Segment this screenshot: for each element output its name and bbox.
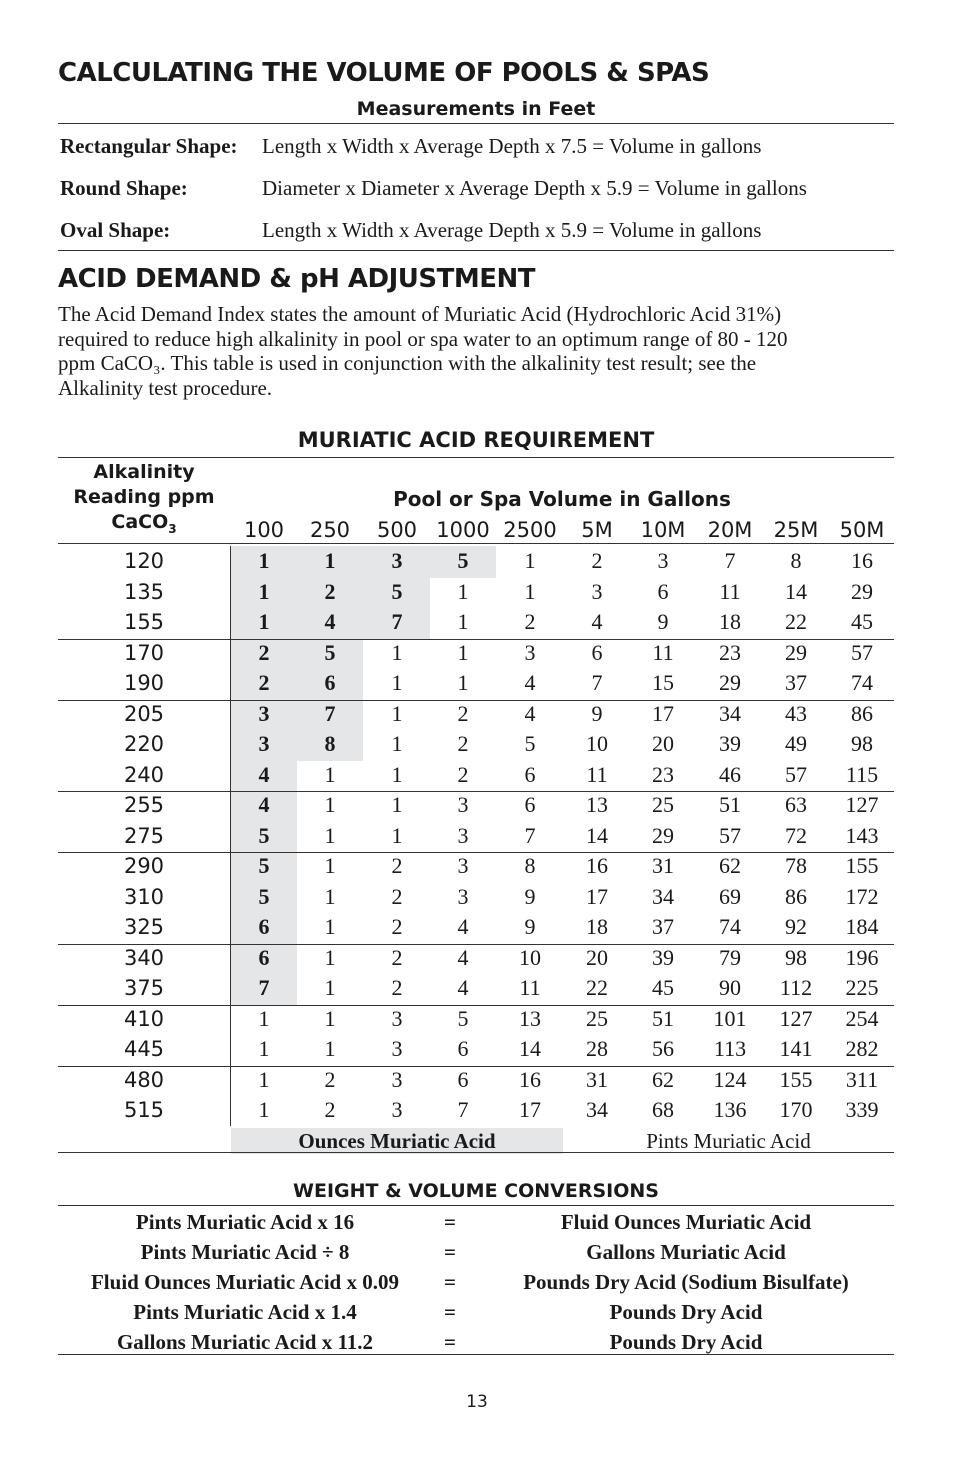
table-cell: 170 <box>779 1097 813 1122</box>
table-cell: 4 <box>457 914 469 939</box>
table-cell: 13 <box>586 792 608 817</box>
table-cell: 34 <box>652 883 674 909</box>
table-cell: 63 <box>785 792 807 817</box>
table-cell: 11 <box>719 578 741 604</box>
divider <box>58 1354 894 1355</box>
alkalinity-value: 410 <box>123 1006 165 1031</box>
table-cell: 4 <box>457 975 469 1000</box>
table-cell: 1 <box>324 1005 336 1031</box>
table-cell: 2 <box>457 731 469 756</box>
conversion-left: Pints Muriatic Acid x 16 <box>135 1210 355 1234</box>
acid-paragraph-line: required to reduce high alkalinity in pool or spa water to an optimum range of 80 - 120 <box>58 326 788 351</box>
page-number: 13 <box>466 1392 488 1412</box>
table-cell: 5 <box>258 822 270 848</box>
table-cell: 311 <box>845 1066 879 1092</box>
table-cell: 43 <box>785 700 807 726</box>
table-cell: 225 <box>845 975 879 1000</box>
acid-paragraph-line: Alkalinity test procedure. <box>58 375 273 400</box>
table-cell: 20 <box>586 944 608 970</box>
column-header: 20M <box>707 518 753 542</box>
row-header-line: Alkalinity <box>93 461 195 483</box>
conversion-left: Pints Muriatic Acid x 1.4 <box>133 1300 357 1324</box>
acid-paragraph-line: The Acid Demand Index states the amount of Muriatic Acid (Hydrochloric Acid 31%) <box>58 302 782 326</box>
table-cell: 7 <box>391 609 403 634</box>
table-cell: 11 <box>519 975 541 1000</box>
shape-formula-rectangular: Length x Width x Average Depth x 7.5 = Volume in gallons <box>262 134 762 158</box>
table-cell: 29 <box>785 639 807 665</box>
table-cell: 113 <box>713 1036 747 1061</box>
column-header: 250 <box>309 518 351 542</box>
column-divider <box>230 546 231 1126</box>
table-cell: 28 <box>586 1036 608 1061</box>
table-cell: 6 <box>258 914 270 939</box>
table-cell: 2 <box>391 883 403 909</box>
table-cell: 1 <box>457 609 469 634</box>
table-cell: 3 <box>391 1097 403 1122</box>
table-cell: 62 <box>652 1066 674 1092</box>
table-cell: 11 <box>586 761 608 787</box>
table-cell: 254 <box>845 1005 879 1031</box>
table-cell: 7 <box>258 975 270 1000</box>
table-cell: 1 <box>391 700 403 726</box>
table-cell: 1 <box>391 731 403 756</box>
divider <box>58 1205 894 1206</box>
conversion-right: Pounds Dry Acid <box>609 1330 763 1354</box>
table-cell: 1 <box>391 670 403 695</box>
table-cell: 2 <box>391 914 403 939</box>
table-cell: 14 <box>519 1036 541 1061</box>
alkalinity-value: 340 <box>123 945 165 970</box>
table-cell: 45 <box>851 609 873 634</box>
table-cell: 51 <box>652 1005 674 1031</box>
table-cell: 9 <box>524 883 536 909</box>
table-cell: 3 <box>391 1005 403 1031</box>
table-cell: 1 <box>391 761 403 787</box>
alkalinity-value: 240 <box>123 762 165 787</box>
table-cell: 1 <box>524 578 536 604</box>
table-cell: 2 <box>457 761 469 787</box>
table-cell: 4 <box>591 609 603 634</box>
table-cell: 4 <box>524 670 536 695</box>
conversion-equals: = <box>444 1330 456 1354</box>
row-header-subscript: 3 <box>168 521 177 536</box>
alkalinity-value: 190 <box>123 671 165 695</box>
table-cell: 1 <box>524 548 536 573</box>
table-cell: 34 <box>586 1097 608 1122</box>
pints-footer-label: Pints Muriatic Acid <box>646 1129 811 1153</box>
table-cell: 11 <box>652 639 674 665</box>
table-cell: 79 <box>719 944 741 970</box>
table-cell: 25 <box>652 792 674 817</box>
table-cell: 2 <box>258 639 270 665</box>
table-cell: 1 <box>324 822 336 848</box>
table-cell: 2 <box>324 1066 336 1092</box>
table-cell: 282 <box>845 1036 879 1061</box>
table-cell: 74 <box>719 914 741 939</box>
table-cell: 29 <box>652 822 674 848</box>
table-cell: 8 <box>524 853 536 878</box>
table-cell: 2 <box>258 670 270 695</box>
acid-paragraph-line: ppm CaCO₃. This table is used in conjunction with the alkalinity test result; see the <box>58 351 757 375</box>
divider <box>58 250 894 251</box>
table-cell: 3 <box>657 548 669 573</box>
table-cell: 16 <box>519 1066 541 1092</box>
table-cell: 72 <box>785 822 807 848</box>
alkalinity-value: 135 <box>123 579 165 604</box>
table-cell: 2 <box>391 944 403 970</box>
table-cell: 101 <box>713 1005 747 1031</box>
table-cell: 16 <box>586 853 608 878</box>
table-cell: 22 <box>785 609 807 634</box>
table-cell: 155 <box>845 853 879 878</box>
table-cell: 39 <box>652 944 674 970</box>
conversion-right: Gallons Muriatic Acid <box>586 1240 786 1264</box>
table-cell: 1 <box>324 914 336 939</box>
table-cell: 23 <box>719 639 741 665</box>
table-cell: 6 <box>524 761 536 787</box>
table-cell: 57 <box>785 761 807 787</box>
shape-label-rectangular: Rectangular Shape: <box>60 134 238 158</box>
table-cell: 3 <box>457 792 469 817</box>
shape-formula-oval: Length x Width x Average Depth x 5.9 = Volume in gallons <box>262 218 762 242</box>
table-cell: 23 <box>652 761 674 787</box>
table-cell: 196 <box>845 944 879 970</box>
table-cell: 1 <box>324 761 336 787</box>
table-cell: 3 <box>391 548 403 573</box>
table-cell: 17 <box>519 1097 541 1122</box>
column-header: 10M <box>640 518 686 542</box>
table-cell: 6 <box>657 578 669 604</box>
table-cell: 1 <box>258 578 270 604</box>
divider <box>58 457 894 458</box>
table-cell: 115 <box>845 761 879 787</box>
table-cell: 31 <box>652 853 674 878</box>
alkalinity-value: 515 <box>123 1098 165 1122</box>
column-header: 1000 <box>436 518 490 542</box>
table-cell: 3 <box>391 1036 403 1061</box>
table-cell: 5 <box>391 578 403 604</box>
table-cell: 6 <box>324 670 336 695</box>
alkalinity-value: 375 <box>123 976 165 1000</box>
table-cell: 136 <box>713 1097 747 1122</box>
acid-title: ACID DEMAND & pH ADJUSTMENT <box>58 264 535 294</box>
table-cell: 16 <box>851 548 873 573</box>
table-cell: 34 <box>719 700 741 726</box>
table-cell: 7 <box>524 822 536 848</box>
table-cell: 141 <box>779 1036 813 1061</box>
acid-paragraph <box>58 302 898 400</box>
volume-subtitle: Measurements in Feet <box>356 98 596 120</box>
table-cell: 1 <box>258 548 270 573</box>
table-cell: 18 <box>719 609 741 634</box>
table-cell: 7 <box>591 670 603 695</box>
table-cell: 1 <box>324 975 336 1000</box>
table-cell: 92 <box>785 914 807 939</box>
table-cell: 10 <box>519 944 541 970</box>
table-cell: 1 <box>457 639 469 665</box>
table-cell: 1 <box>324 883 336 909</box>
table-cell: 1 <box>324 853 336 878</box>
conversion-equals: = <box>444 1300 456 1324</box>
table-cell: 69 <box>719 883 741 909</box>
row-header-line: Reading ppm <box>73 486 215 508</box>
divider <box>58 123 894 124</box>
table-cell: 22 <box>586 975 608 1000</box>
table-cell: 127 <box>779 1005 813 1031</box>
conversion-equals: = <box>444 1270 456 1294</box>
conversion-equals: = <box>444 1210 456 1234</box>
table-cell: 2 <box>391 975 403 1000</box>
table-cell: 1 <box>391 792 403 817</box>
table-cell: 7 <box>324 700 336 726</box>
table-cell: 31 <box>586 1066 608 1092</box>
alkalinity-value: 325 <box>123 915 165 939</box>
table-cell: 4 <box>457 944 469 970</box>
shape-label-round: Round Shape: <box>60 176 188 200</box>
table-cell: 5 <box>457 548 469 573</box>
table-cell: 1 <box>457 578 469 604</box>
table-cell: 3 <box>457 883 469 909</box>
alkalinity-value: 120 <box>123 549 165 573</box>
table-cell: 98 <box>851 731 873 756</box>
table-cell: 2 <box>391 853 403 878</box>
table-cell: 1 <box>258 609 270 634</box>
alkalinity-value: 205 <box>123 701 165 726</box>
alkalinity-value: 290 <box>123 854 165 878</box>
table-cell: 1 <box>391 822 403 848</box>
table-cell: 339 <box>845 1097 879 1122</box>
table-cell: 1 <box>324 944 336 970</box>
table-cell: 8 <box>790 548 802 573</box>
table-cell: 5 <box>258 883 270 909</box>
table-cell: 1 <box>391 639 403 665</box>
table-cell: 68 <box>652 1097 674 1122</box>
table-cell: 86 <box>785 883 807 909</box>
table-cell: 2 <box>524 609 536 634</box>
table-cell: 5 <box>324 639 336 665</box>
table-cell: 4 <box>524 700 536 726</box>
conversion-right: Pounds Dry Acid <box>609 1300 763 1324</box>
table-cell: 127 <box>845 792 879 817</box>
table-cell: 17 <box>586 883 608 909</box>
table-cell: 46 <box>719 761 741 787</box>
table-cell: 3 <box>457 853 469 878</box>
column-header: 100 <box>243 518 285 542</box>
table-cell: 10 <box>586 731 608 756</box>
table-cell: 39 <box>719 731 741 756</box>
table-cell: 3 <box>457 822 469 848</box>
conversion-equals: = <box>444 1240 456 1264</box>
alkalinity-value: 170 <box>123 640 165 665</box>
table-cell: 45 <box>652 975 674 1000</box>
table-cell: 124 <box>713 1066 747 1092</box>
table-cell: 37 <box>785 670 807 695</box>
table-cell: 143 <box>845 822 879 848</box>
table-cell: 13 <box>519 1005 541 1031</box>
table-cell: 3 <box>258 731 270 756</box>
table-cell: 1 <box>324 792 336 817</box>
table-cell: 1 <box>324 548 336 573</box>
table-cell: 15 <box>652 670 674 695</box>
row-header-unit: CaCO <box>111 511 169 533</box>
table-cell: 4 <box>258 761 270 787</box>
table-cell: 37 <box>652 914 674 939</box>
table-cell: 1 <box>258 1097 270 1122</box>
table-cell: 6 <box>457 1036 469 1061</box>
ounces-footer-label: Ounces Muriatic Acid <box>298 1129 496 1153</box>
table-cell: 6 <box>524 792 536 817</box>
table-cell: 2 <box>591 548 603 573</box>
table-cell: 78 <box>785 853 807 878</box>
table-cell: 56 <box>652 1036 674 1061</box>
column-header: 50M <box>839 518 885 542</box>
table-cell: 3 <box>391 1066 403 1092</box>
conversion-left: Gallons Muriatic Acid x 11.2 <box>116 1330 374 1354</box>
table-cell: 1 <box>258 1066 270 1092</box>
table-cell: 25 <box>586 1005 608 1031</box>
table-cell: 1 <box>457 670 469 695</box>
table-cell: 3 <box>591 578 603 604</box>
table-cell: 112 <box>779 975 813 1000</box>
table-cell: 6 <box>258 944 270 970</box>
table-cell: 6 <box>591 639 603 665</box>
table-cell: 4 <box>258 792 270 817</box>
alkalinity-value: 255 <box>123 793 165 817</box>
table-cell: 3 <box>524 639 536 665</box>
table-cell: 14 <box>586 822 608 848</box>
divider <box>58 543 894 544</box>
table-cell: 57 <box>851 639 873 665</box>
table-cell: 74 <box>851 670 873 695</box>
alkalinity-value: 445 <box>123 1037 165 1061</box>
alkalinity-value: 480 <box>123 1067 165 1092</box>
table-cell: 20 <box>652 731 674 756</box>
table-cell: 9 <box>657 609 669 634</box>
table-cell: 4 <box>324 609 336 634</box>
table-cell: 2 <box>324 1097 336 1122</box>
table-cell: 172 <box>845 883 879 909</box>
alkalinity-value: 275 <box>123 823 165 848</box>
table-cell: 2 <box>324 578 336 604</box>
volume-header: Pool or Spa Volume in Gallons <box>393 487 731 511</box>
column-header: 500 <box>376 518 418 542</box>
table-cell: 1 <box>258 1005 270 1031</box>
row-header-line <box>58 510 230 542</box>
conversion-left: Pints Muriatic Acid ÷ 8 <box>140 1240 350 1264</box>
table-cell: 14 <box>785 578 807 604</box>
table-title: MURIATIC ACID REQUIREMENT <box>297 428 655 452</box>
alkalinity-value: 155 <box>123 610 165 634</box>
alkalinity-value: 220 <box>123 732 165 756</box>
shape-formula-round: Diameter x Diameter x Average Depth x 5.9 = Volume in gallons <box>262 176 807 200</box>
table-cell: 9 <box>524 914 536 939</box>
divider <box>58 1152 894 1153</box>
conversion-left: Fluid Ounces Muriatic Acid x 0.09 <box>90 1270 399 1294</box>
column-header: 5M <box>581 518 613 542</box>
table-cell: 51 <box>719 792 741 817</box>
table-cell: 155 <box>779 1066 813 1092</box>
table-cell: 29 <box>719 670 741 695</box>
table-cell: 17 <box>652 700 674 726</box>
table-cell: 86 <box>851 700 873 726</box>
table-cell: 7 <box>724 548 736 573</box>
conversions-title: WEIGHT & VOLUME CONVERSIONS <box>293 1180 659 1202</box>
table-cell: 98 <box>785 944 807 970</box>
table-cell: 3 <box>258 700 270 726</box>
table-cell: 2 <box>457 700 469 726</box>
column-header: 25M <box>773 518 819 542</box>
volume-title: CALCULATING THE VOLUME OF POOLS & SPAS <box>58 58 710 88</box>
table-cell: 18 <box>586 914 608 939</box>
table-cell: 5 <box>457 1005 469 1031</box>
table-cell: 29 <box>851 578 873 604</box>
table-cell: 9 <box>591 700 603 726</box>
table-cell: 5 <box>258 853 270 878</box>
table-cell: 7 <box>457 1097 469 1122</box>
table-cell: 90 <box>719 975 741 1000</box>
table-cell: 6 <box>457 1066 469 1092</box>
shape-label-oval: Oval Shape: <box>60 218 171 242</box>
table-cell: 1 <box>324 1036 336 1061</box>
conversion-right: Fluid Ounces Muriatic Acid <box>560 1210 812 1234</box>
table-cell: 57 <box>719 822 741 848</box>
table-cell: 1 <box>258 1036 270 1061</box>
row-header <box>58 460 230 542</box>
table-cell: 5 <box>524 731 536 756</box>
conversion-right: Pounds Dry Acid (Sodium Bisulfate) <box>523 1270 849 1294</box>
table-cell: 62 <box>719 853 741 878</box>
alkalinity-value: 310 <box>123 884 165 909</box>
column-header: 2500 <box>503 518 557 542</box>
table-cell: 8 <box>324 731 336 756</box>
table-cell: 49 <box>785 731 807 756</box>
table-cell: 184 <box>845 914 879 939</box>
